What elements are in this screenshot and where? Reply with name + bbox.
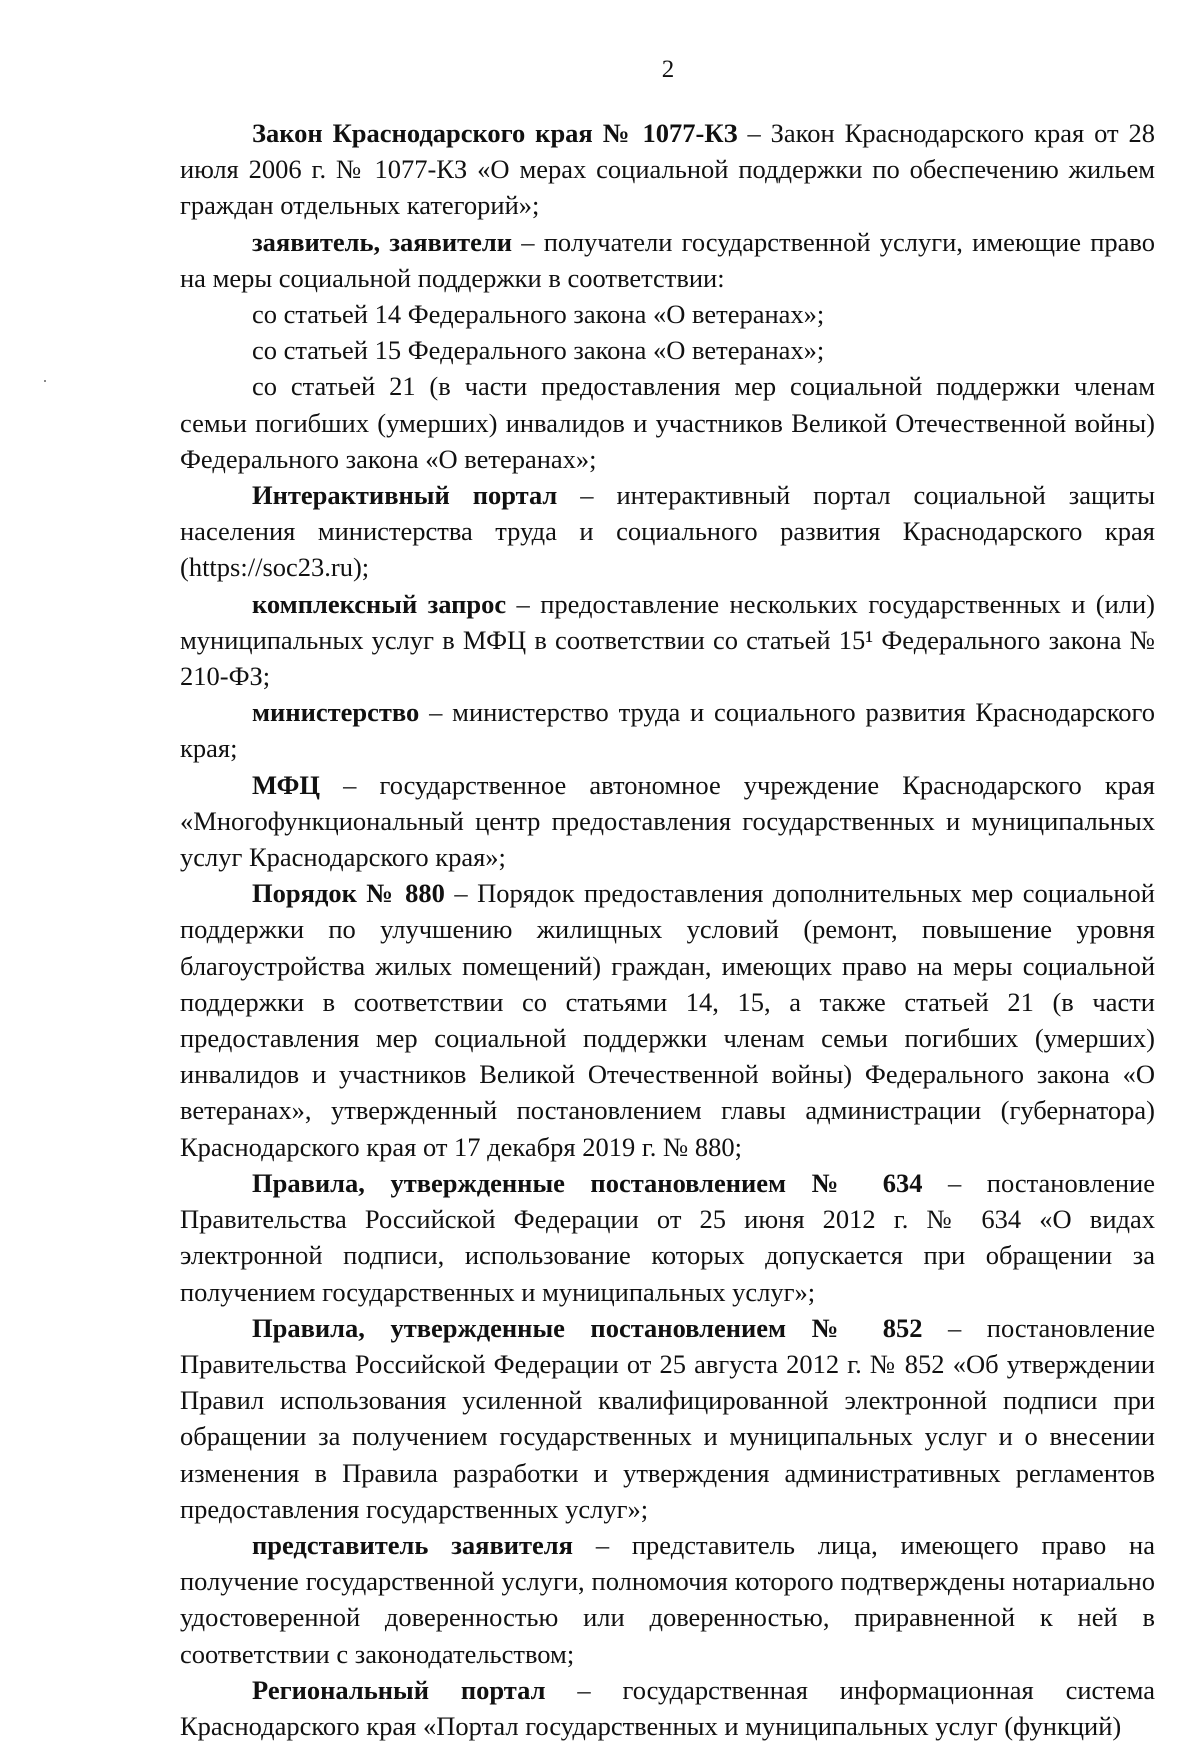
definition-term: комплексный запрос — [252, 588, 507, 619]
definition-term: Региональный портал — [252, 1674, 546, 1705]
definition-paragraph — [180, 1672, 1155, 1744]
definition-term: Закон Краснодарского края № 1077-КЗ — [252, 118, 738, 148]
definition-term: Порядок № 880 — [252, 878, 445, 909]
definition-text: – Порядок предоставления дополнительных мер социальной поддержки по улучшению жилищных условий (ремонт, повышение уровня благоустройства жилых помещений) граждан, имеющих право на меры социальной поддержки в соответствии со статьями 14, 15, а также статьей 21 (в части предоставления мер социальной поддержки членам семьи погибших (умерших) инвалидов и участников Великой Отечественной войны) Федерального закона «О ветеранах», утвержденный постановлением главы администрации (губернатора) Краснодарского края от 17 декабря 2019 г. № 880; — [180, 878, 1155, 1162]
definition-paragraph — [180, 767, 1155, 876]
definition-text: со статьей 15 Федерального закона «О ветеранах»; — [252, 335, 825, 366]
definition-paragraph — [180, 224, 1155, 296]
definition-paragraph — [180, 875, 1155, 1165]
definition-paragraph — [180, 1527, 1155, 1672]
definition-text: – государственное автономное учреждение Краснодарского края «Многофункциональный центр предоставления государственных и муниципальных услуг Краснодарского края»; — [180, 769, 1155, 873]
definition-term: Интерактивный портал — [252, 480, 558, 511]
definition-term: представитель заявителя — [252, 1529, 574, 1560]
definition-paragraph — [180, 586, 1155, 695]
definition-paragraph — [180, 1165, 1155, 1310]
definition-paragraph — [180, 1310, 1155, 1527]
definition-paragraph — [180, 694, 1155, 766]
definition-text: со статьей 14 Федерального закона «О ветеранах»; — [252, 299, 825, 330]
definition-text: – постановление Правительства Российской Федерации от 25 июня 2012 г. № 634 «О видах электронной подписи, использование которых допускается при обращении за получением государственных и муниципальных услуг»; — [180, 1167, 1155, 1307]
definition-text: – государственная информационная система Краснодарского края «Портал государственных и муниципальных услуг (функций) — [180, 1674, 1155, 1741]
definitions-body — [180, 115, 1155, 1744]
definition-term: заявитель, заявители — [252, 226, 513, 257]
definition-text: – интерактивный портал социальной защиты населения министерства труда и социального развития Краснодарского края (https://soc23.ru); — [180, 480, 1156, 583]
definition-text: – представитель лица, имеющего право на получение государственной услуги, полномочия которого подтверждены нотариально удостоверенной доверенностью или доверенностью, приравненной к ней в соответствии с законодательством; — [180, 1529, 1155, 1669]
definition-term: МФЦ — [252, 769, 321, 800]
definition-text: со статьей 21 (в части предоставления мер социальной поддержки членам семьи погибших (умерших) инвалидов и участников Великой Отечественной войны) Федерального закона «О ветеранах»; — [180, 371, 1155, 474]
scan-speck — [44, 380, 46, 382]
definition-text: – министерство труда и социального развития Краснодарского края; — [180, 697, 1155, 764]
definition-paragraph — [180, 296, 1155, 332]
definition-term: Правила, утвержденные постановлением № 634 — [252, 1167, 923, 1198]
definition-term: Правила, утвержденные постановлением № 852 — [252, 1312, 923, 1343]
definition-text: – Закон Краснодарского края от 28 июля 2006 г. № 1077-КЗ «О мерах социальной поддержки по обеспечению жильем граждан отдельных категорий»; — [180, 118, 1155, 221]
definition-term: министерство — [252, 697, 420, 728]
definition-text: – получатели государственной услуги, имеющие право на меры социальной поддержки в соответствии: — [180, 226, 1155, 293]
definition-paragraph — [180, 368, 1155, 477]
definition-paragraph — [180, 115, 1155, 224]
definition-text: – постановление Правительства Российской Федерации от 25 августа 2012 г. № 852 «Об утверждении Правил использования усиленной квалифицированной электронной подписи при обращении за получением государственных и муниципальных услуг и о внесении изменения в Правила разработки и утверждения административных регламентов предоставления государственных услуг»; — [180, 1312, 1155, 1524]
definition-text: – предоставление нескольких государственных и (или) муниципальных услуг в МФЦ в соответствии со статьей 15¹ Федерального закона № 210-ФЗ; — [180, 588, 1155, 692]
definition-paragraph — [180, 332, 1155, 368]
page-number: 2 — [661, 56, 675, 83]
definition-paragraph — [180, 477, 1155, 586]
